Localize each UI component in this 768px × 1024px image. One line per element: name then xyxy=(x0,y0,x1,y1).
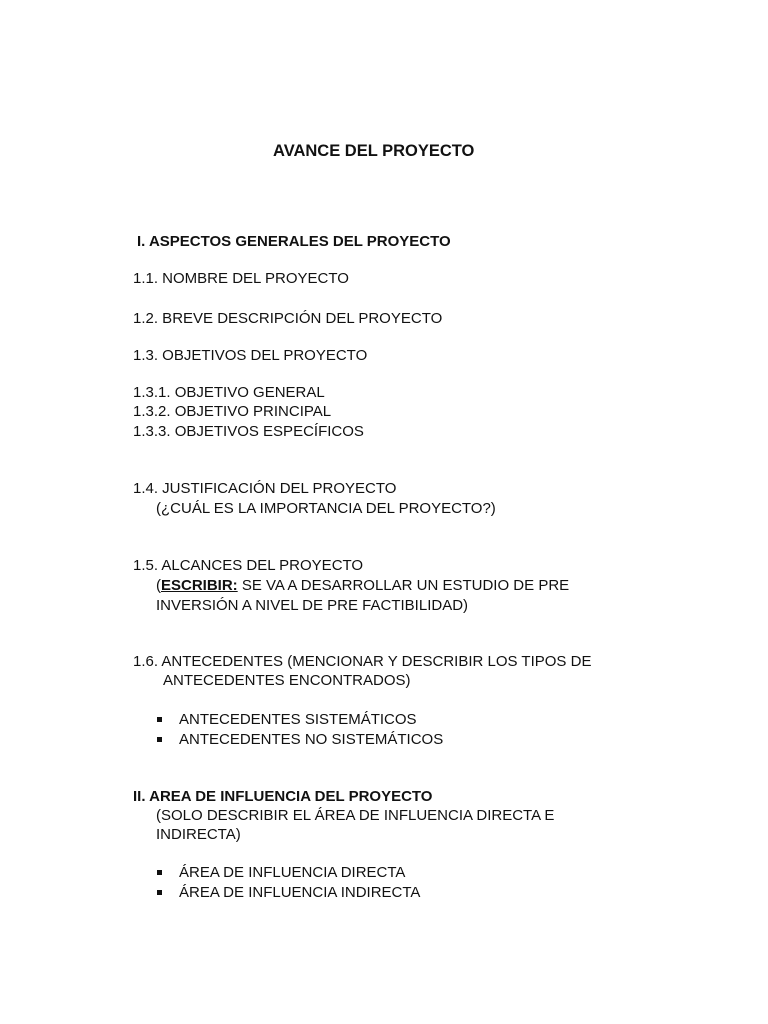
list-item: ÁREA DE INFLUENCIA DIRECTA xyxy=(179,864,406,881)
bullet-icon xyxy=(157,717,162,722)
item-1-5: 1.5. ALCANCES DEL PROYECTO xyxy=(133,557,364,574)
item-1-4: 1.4. JUSTIFICACIÓN DEL PROYECTO xyxy=(133,480,397,497)
item-1-2: 1.2. BREVE DESCRIPCIÓN DEL PROYECTO xyxy=(133,310,443,327)
section-2-note-line2: INDIRECTA) xyxy=(156,826,241,843)
bullet-icon xyxy=(157,737,162,742)
item-1-6-line1: 1.6. ANTECEDENTES (MENCIONAR Y DESCRIBIR LOS TIPOS DE xyxy=(133,653,592,670)
item-1-3-3: 1.3.3. OBJETIVOS ESPECÍFICOS xyxy=(133,423,364,440)
item-1-4-note: (¿CUÁL ES LA IMPORTANCIA DEL PROYECTO?) xyxy=(156,500,496,517)
list-item: ÁREA DE INFLUENCIA INDIRECTA xyxy=(179,884,421,901)
item-1-5-note-rest: SE VA A DESARROLLAR UN ESTUDIO DE PRE xyxy=(237,577,570,594)
item-1-5-note-line2: INVERSIÓN A NIVEL DE PRE FACTIBILIDAD) xyxy=(156,597,469,614)
bullet-icon xyxy=(157,870,162,875)
item-1-5-note xyxy=(156,577,569,595)
item-1-3-2: 1.3.2. OBJETIVO PRINCIPAL xyxy=(133,403,332,420)
section-2-heading: II. AREA DE INFLUENCIA DEL PROYECTO xyxy=(133,788,433,805)
section-2-note-line1: (SOLO DESCRIBIR EL ÁREA DE INFLUENCIA DIRECTA E xyxy=(156,807,555,824)
list-item: ANTECEDENTES SISTEMÁTICOS xyxy=(179,711,417,728)
item-1-1: 1.1. NOMBRE DEL PROYECTO xyxy=(133,270,349,287)
list-item: ANTECEDENTES NO SISTEMÁTICOS xyxy=(179,731,444,748)
bullet-icon xyxy=(157,890,162,895)
document-title: AVANCE DEL PROYECTO xyxy=(273,142,475,160)
item-1-3: 1.3. OBJETIVOS DEL PROYECTO xyxy=(133,347,368,364)
item-1-5-note-open: ( xyxy=(156,577,161,594)
item-1-6-line2: ANTECEDENTES ENCONTRADOS) xyxy=(163,672,411,689)
item-1-3-1: 1.3.1. OBJETIVO GENERAL xyxy=(133,384,325,401)
escribir-label: ESCRIBIR: xyxy=(161,577,238,594)
section-1-heading: I. ASPECTOS GENERALES DEL PROYECTO xyxy=(137,233,451,250)
